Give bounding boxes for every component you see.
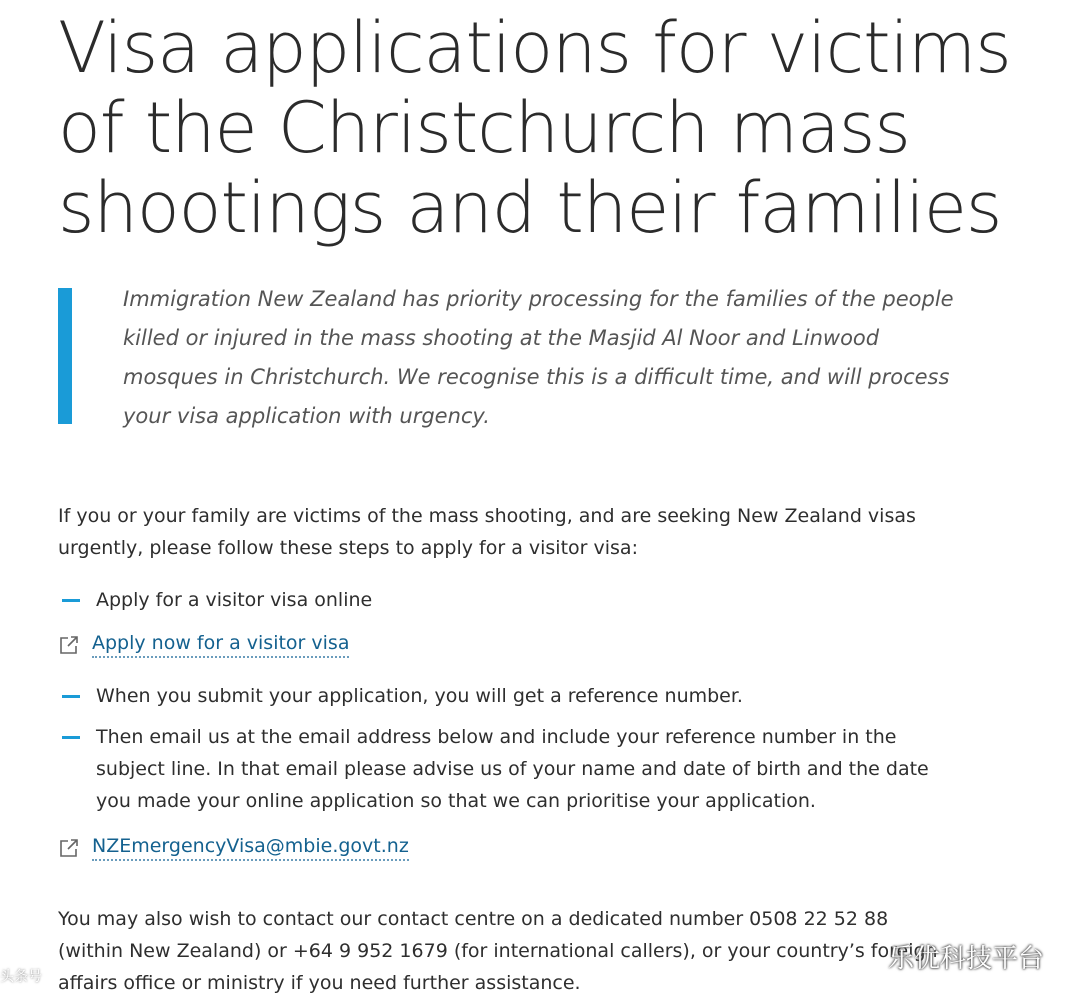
email-link[interactable]: NZEmergencyVisa@mbie.govt.nz (92, 833, 409, 861)
step-item (58, 680, 958, 712)
step-text: Apply for a visitor visa online (96, 589, 373, 611)
dash-bullet-icon (62, 736, 80, 739)
step-text: When you submit your application, you will get a reference number. (96, 685, 743, 707)
watermark-left: 头条号 (0, 969, 42, 985)
dash-bullet-icon (62, 695, 80, 698)
contact-paragraph: You may also wish to contact our contact centre on a dedicated number 0508 22 52 88 (within New Zealand) or +64 9 952 1679 (for international callers), or your country’s foreign affairs office or ministry if you need further assistance. (58, 908, 938, 994)
intro-callout (58, 280, 958, 430)
intro-text: Immigration New Zealand has priority processing for the families of the people killed or injured in the mass shooting at the Masjid Al Noor and Linwood mosques in Christchurch. We recognise this is a difficult time, and will process your visa application with urgency. (123, 287, 954, 428)
lead-paragraph: If you or your family are victims of the mass shooting, and are seeking New Zealand visas urgently, please follow these steps to apply for a visitor visa: (58, 505, 916, 559)
page-title: Visa applications for victims of the Christchurch mass shootings and their families (58, 7, 1011, 249)
step-item (58, 584, 958, 616)
apply-now-link[interactable]: Apply now for a visitor visa (92, 630, 349, 658)
step-text: Then email us at the email address below and include your reference number in the subject line. In that email please advise us of your name and date of birth and the date you made your online application so that we can prioritise your application. (96, 726, 929, 812)
callout-accent-bar (58, 288, 72, 424)
dash-bullet-icon (62, 599, 80, 602)
external-link-icon (58, 837, 80, 859)
watermark: 乐优科技平台 (887, 944, 1044, 974)
step-item (58, 721, 958, 817)
external-link-icon (58, 634, 80, 656)
